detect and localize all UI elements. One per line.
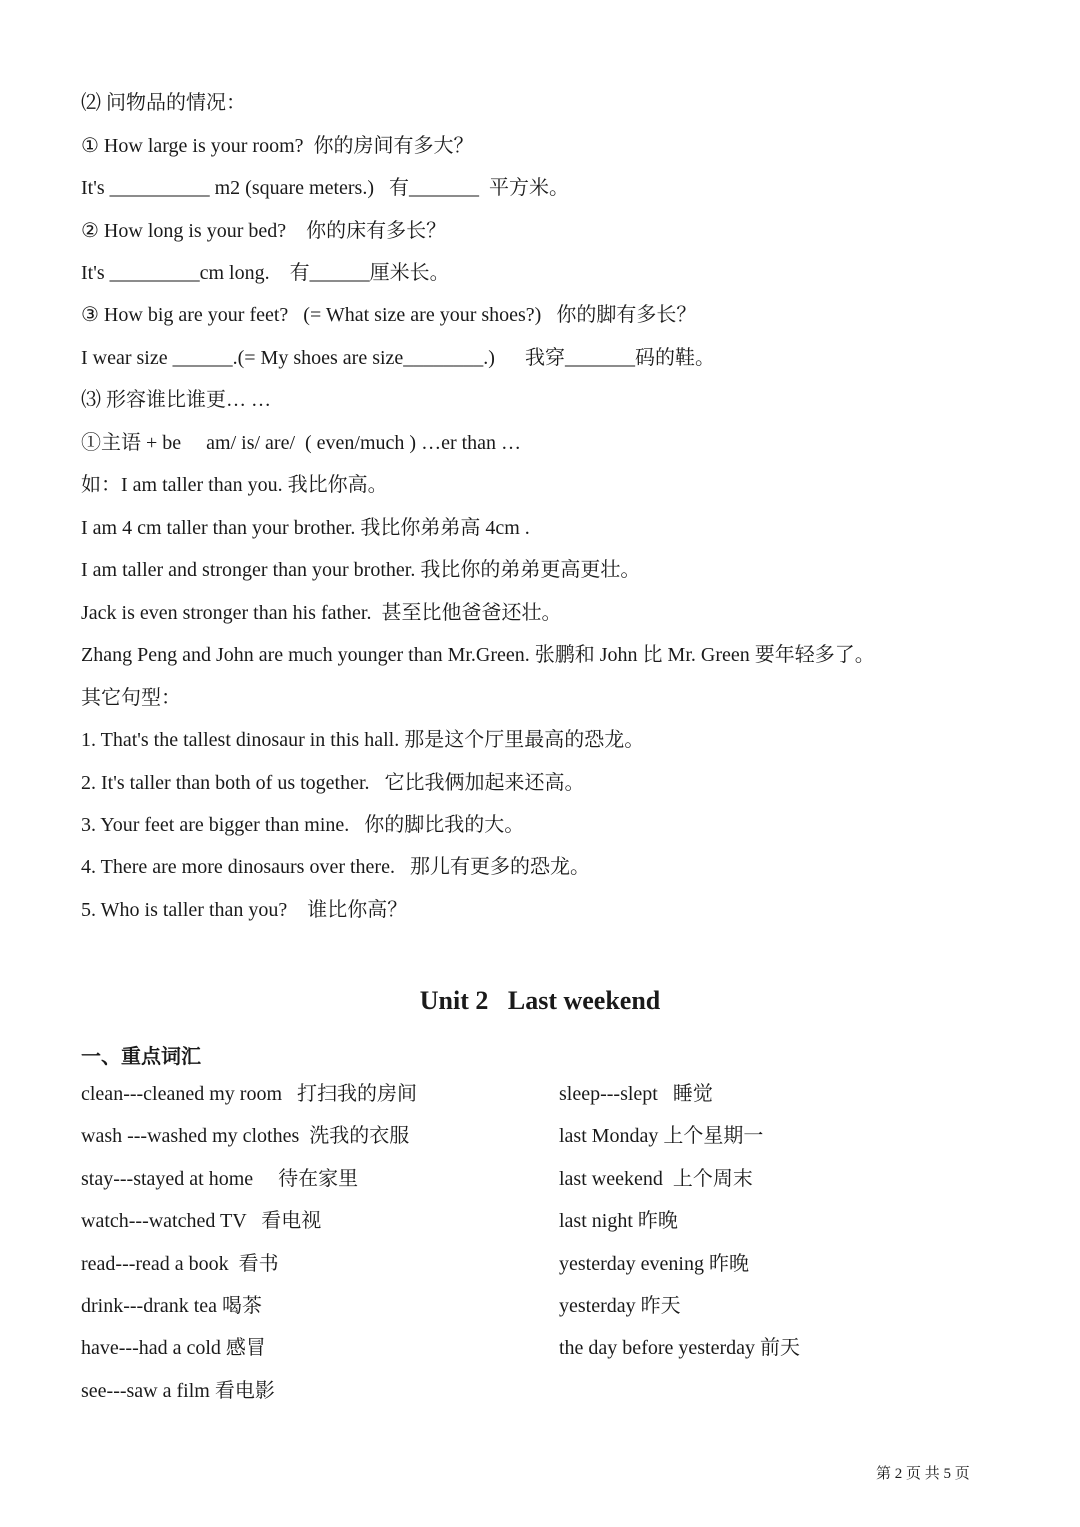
text-line-1: ⑵ 问物品的情况：	[81, 92, 246, 114]
vocab-item: sleep---slept 睡觉	[559, 1083, 713, 1105]
text-line-2: ① How large is your room? 你的房间有多大？	[81, 135, 474, 157]
text-line-3: It's __________ m2 (square meters.) 有_______ 平方米。	[81, 177, 569, 199]
text-line-14: Zhang Peng and John are much younger than Mr.Green. 张鹏和 John 比 Mr. Green 要年轻多了。	[81, 644, 875, 666]
text-line-6: ③ How big are your feet? (= What size are your shoes?) 你的脚有多长？	[81, 304, 697, 326]
text-line-17: 2. It's taller than both of us together. 它比我俩加起来还高。	[81, 772, 585, 794]
text-line-11: I am 4 cm taller than your brother. 我比你弟弟高 4cm .	[81, 517, 530, 539]
text-line-10: 如：I am taller than you. 我比你高。	[81, 474, 388, 496]
vocab-item: watch---watched TV 看电视	[81, 1210, 322, 1233]
text-line-20: 5. Who is taller than you? 谁比你高？	[81, 899, 408, 921]
vocab-list-right	[559, 1081, 800, 1378]
vocab-item: drink---drank tea 喝茶	[81, 1294, 263, 1317]
text-line-15: 其它句型：	[81, 687, 181, 709]
vocab-item: have---had a cold 感冒	[81, 1337, 266, 1360]
vocab-item: see---saw a film 看电影	[81, 1379, 275, 1402]
vocab-item: last Monday 上个星期一	[559, 1125, 764, 1148]
text-line-13: Jack is even stronger than his father. 甚至比他爸爸还壮。	[81, 602, 562, 624]
text-line-9: ①主语 + be am/ is/ are/ ( even/much ) …er than …	[81, 432, 522, 454]
vocab-item: clean---cleaned my room 打扫我的房间	[81, 1083, 418, 1105]
vocab-item: yesterday 昨天	[559, 1294, 681, 1317]
vocab-item: stay---stayed at home 待在家里	[81, 1167, 359, 1190]
vocab-list-left	[81, 1081, 417, 1420]
vocab-item: read---read a book 看书	[81, 1252, 279, 1275]
text-line-16: 1. That's the tallest dinosaur in this hall. 那是这个厅里最高的恐龙。	[81, 729, 645, 751]
text-line-8: ⑶ 形容谁比谁更… …	[81, 389, 271, 411]
page-number-footer: 第 2 页 共 5 页	[876, 1466, 970, 1482]
text-line-19: 4. There are more dinosaurs over there. 那儿有更多的恐龙。	[81, 856, 590, 878]
vocab-item: last night 昨晚	[559, 1210, 678, 1233]
vocab-item: yesterday evening 昨晚	[559, 1252, 749, 1275]
text-line-5: It's _________cm long. 有______厘米长。	[81, 262, 450, 284]
text-line-7: I wear size ______.(= My shoes are size________.) 我穿_______码的鞋。	[81, 347, 715, 369]
text-line-4: ② How long is your bed? 你的床有多长？	[81, 220, 447, 242]
vocab-item: the day before yesterday 前天	[559, 1337, 801, 1360]
vocab-item: last weekend 上个周末	[559, 1167, 753, 1190]
section-heading: 一、重点词汇	[81, 1044, 201, 1068]
text-line-12: I am taller and stronger than your brother. 我比你的弟弟更高更壮。	[81, 559, 641, 581]
text-line-18: 3. Your feet are bigger than mine. 你的脚比我的大。	[81, 814, 525, 836]
vocab-item: wash ---washed my clothes 洗我的衣服	[81, 1125, 410, 1148]
unit-title: Unit 2 Last weekend	[419, 986, 661, 1015]
